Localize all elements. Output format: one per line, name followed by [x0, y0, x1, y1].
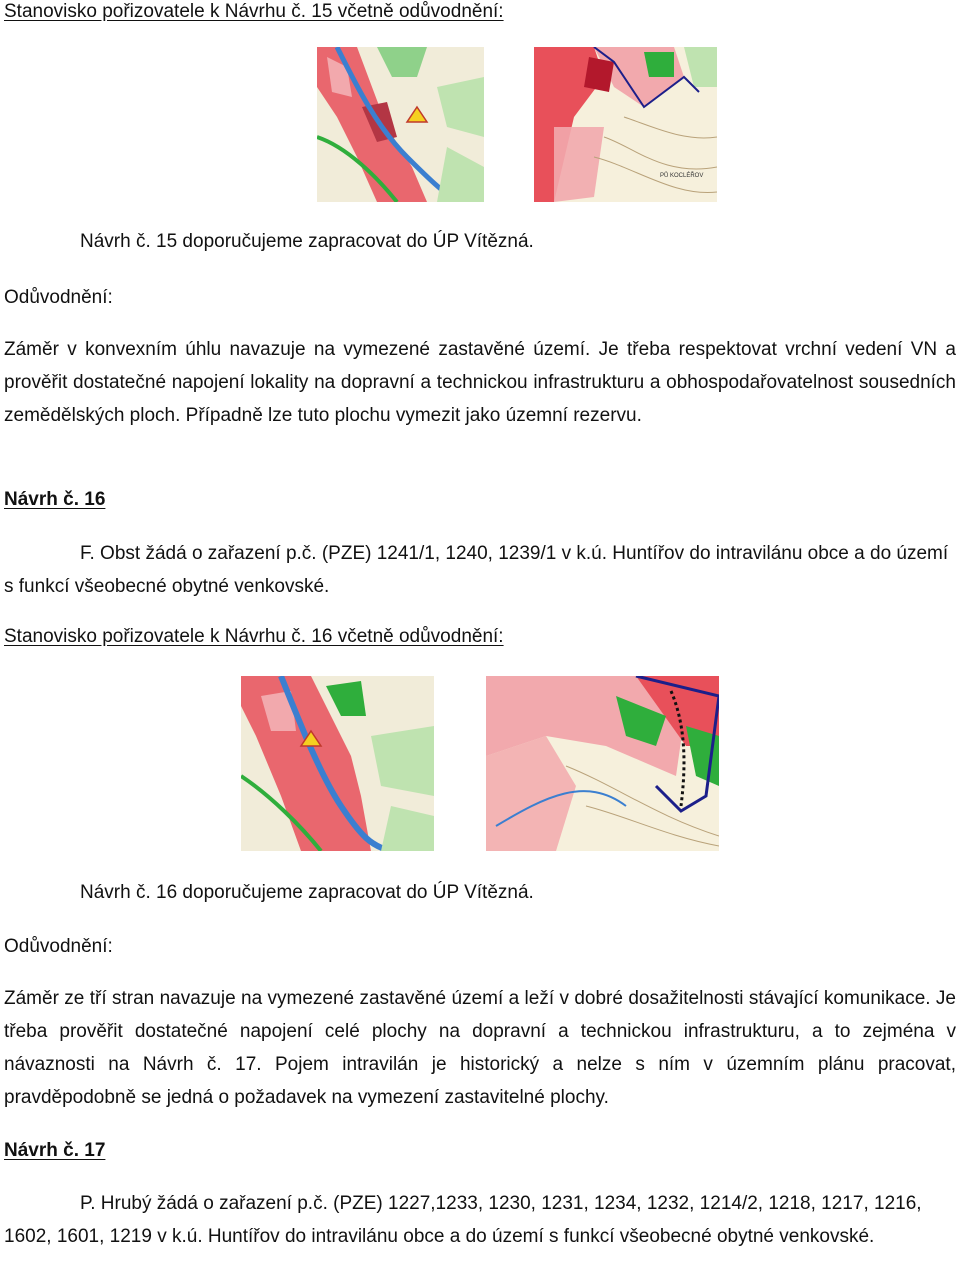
map-16-detail — [486, 676, 719, 851]
heading-stanovisko-16: Stanovisko pořizovatele k Návrhu č. 16 včetně odůvodnění: — [4, 626, 504, 647]
map-16-overview — [241, 676, 434, 851]
title-navrh-16: Návrh č. 16 — [4, 489, 106, 510]
map-15-detail-label: PŮ KOCLÉŘOV — [660, 173, 704, 179]
reason-text-15: Záměr v konvexním úhlu navazuje na vymezené zastavěné území. Je třeba respektovat vrchní vedení VN a prověřit dostatečné napojení lokality na dopravní a technickou infrastrukturu a obhospodařovatelnost sousedních zemědělských ploch. Případně lze tuto plochu vymezit jako územní rezervu. — [4, 339, 956, 426]
reason-label-15: Odůvodnění: — [4, 287, 113, 308]
reason-text-16: Záměr ze tří stran navazuje na vymezené zastavěné území a leží v dobré dosažitelnosti stávající komunikace. Je třeba prověřit dostatečné napojení celé plochy na dopravní a technickou infrastrukturu, a to zejména v návaznosti na Návrh č. 17. Pojem intravilán je historický a nelze s ním v územním plánu pracovat, pravděpodobně se jedná o požadavek na vymezení zastavitelné plochy. — [4, 988, 956, 1108]
heading-stanovisko-15: Stanovisko pořizovatele k Návrhu č. 15 včetně odůvodnění: — [4, 1, 504, 22]
recommend-16: Návrh č. 16 doporučujeme zapracovat do ÚP Vítězná. — [80, 882, 534, 903]
reason-label-16: Odůvodnění: — [4, 936, 113, 957]
request-16: F. Obst žádá o zařazení p.č. (PZE) 1241/1, 1240, 1239/1 v k.ú. Huntířov do intravilánu obce a do území s funkcí všeobecné obytné venkovské. — [4, 543, 949, 597]
map-15-detail — [534, 47, 717, 202]
map-15-overview — [317, 47, 484, 202]
request-17: P. Hrubý žádá o zařazení p.č. (PZE) 1227,1233, 1230, 1231, 1234, 1232, 1214/2, 1218, 1217, 1216, 1602, 1601, 1219 v k.ú. Huntířov do intravilánu obce a do území s funkcí všeobecné obytné venkovské. — [4, 1193, 922, 1247]
title-navrh-17: Návrh č. 17 — [4, 1140, 106, 1161]
recommend-15: Návrh č. 15 doporučujeme zapracovat do ÚP Vítězná. — [80, 231, 534, 252]
